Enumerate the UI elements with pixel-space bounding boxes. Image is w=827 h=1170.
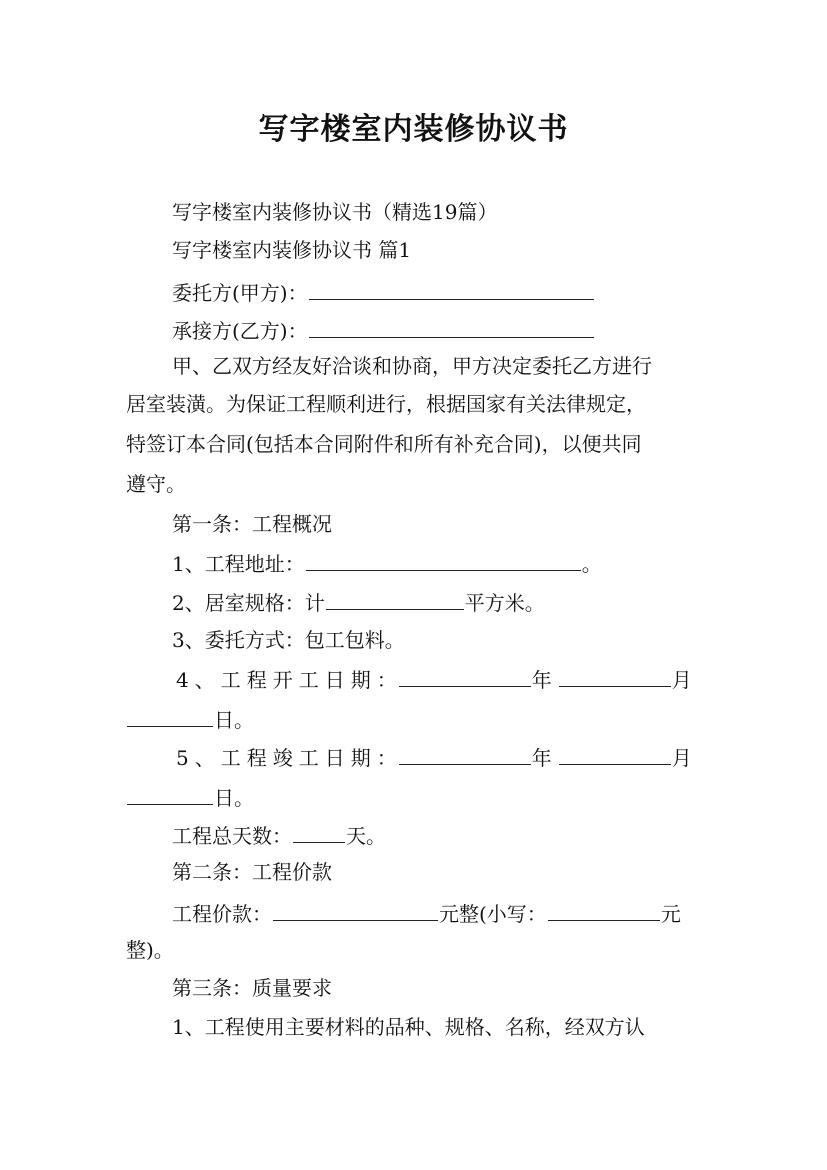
quality-line-1: 1、工程使用主要材料的品种、规格、名称，经双方认 [172,1015,645,1039]
end-date-line [176,744,698,770]
start-date-label: 4、工程开工日期： [176,668,403,692]
address-period: 。 [581,552,602,576]
end-date-label: 5、工程竣工日期： [176,746,403,770]
price-unit: 元 [660,902,681,926]
start-date-line [176,666,698,692]
start-year-blank [399,666,531,687]
party-b-label: 承接方(乙方)： [172,319,308,343]
start-day-line [126,706,254,732]
spec-blank [326,589,464,610]
article-3-heading: 第三条：质量要求 [172,976,332,1000]
intro-line-2: 居室装潢。为保证工程顺利进行，根据国家有关法律规定， [126,392,646,416]
article-1-heading: 第一条：工程概况 [172,512,332,536]
spec-unit: 平方米。 [464,591,545,615]
spec-line [172,589,545,615]
section-heading: 写字楼室内装修协议书 篇1 [172,238,412,262]
party-a-blank [309,279,594,300]
address-line [172,550,602,576]
total-days-unit: 天。 [346,824,386,848]
start-month-blank [559,666,671,687]
start-year-label: 年 [531,668,558,692]
document-title: 写字楼室内装修协议书 [258,112,569,147]
end-day-label: 日。 [214,786,254,810]
end-year-label: 年 [531,746,558,770]
intro-line-4: 遵守。 [126,472,186,496]
party-b-line [172,317,595,343]
total-days-line [172,822,386,848]
price-blank [273,900,438,921]
subtitle: 写字楼室内装修协议书（精选19篇） [172,200,498,224]
article-2-heading: 第二条：工程价款 [172,860,332,884]
mode-line: 3、委托方式：包工包料。 [172,628,405,652]
end-month-blank [559,744,671,765]
start-day-label: 日。 [214,708,254,732]
end-day-line [126,784,254,810]
start-month-label: 月 [671,668,698,692]
price-line [172,900,681,926]
party-b-blank [309,317,594,338]
price-line-end: 整)。 [126,938,174,962]
address-label: 1、工程地址： [172,552,305,576]
address-blank [306,550,581,571]
party-a-label: 委托方(甲方)： [172,281,308,305]
end-month-label: 月 [671,746,698,770]
total-days-blank [293,822,345,843]
end-year-blank [399,744,531,765]
end-day-blank [127,784,213,805]
total-days-label: 工程总天数： [172,824,292,848]
price-label: 工程价款： [172,902,272,926]
party-a-line [172,279,595,305]
intro-line-1: 甲、乙双方经友好洽谈和协商，甲方决定委托乙方进行 [172,354,652,378]
intro-line-3: 特签订本合同(包括本合同附件和所有补充合同)，以便共同 [126,432,642,456]
spec-label: 2、居室规格：计 [172,591,325,615]
start-day-blank [127,706,213,727]
price-lowercase-label: 元整(小写： [439,902,547,926]
price-lowercase-blank [548,900,660,921]
